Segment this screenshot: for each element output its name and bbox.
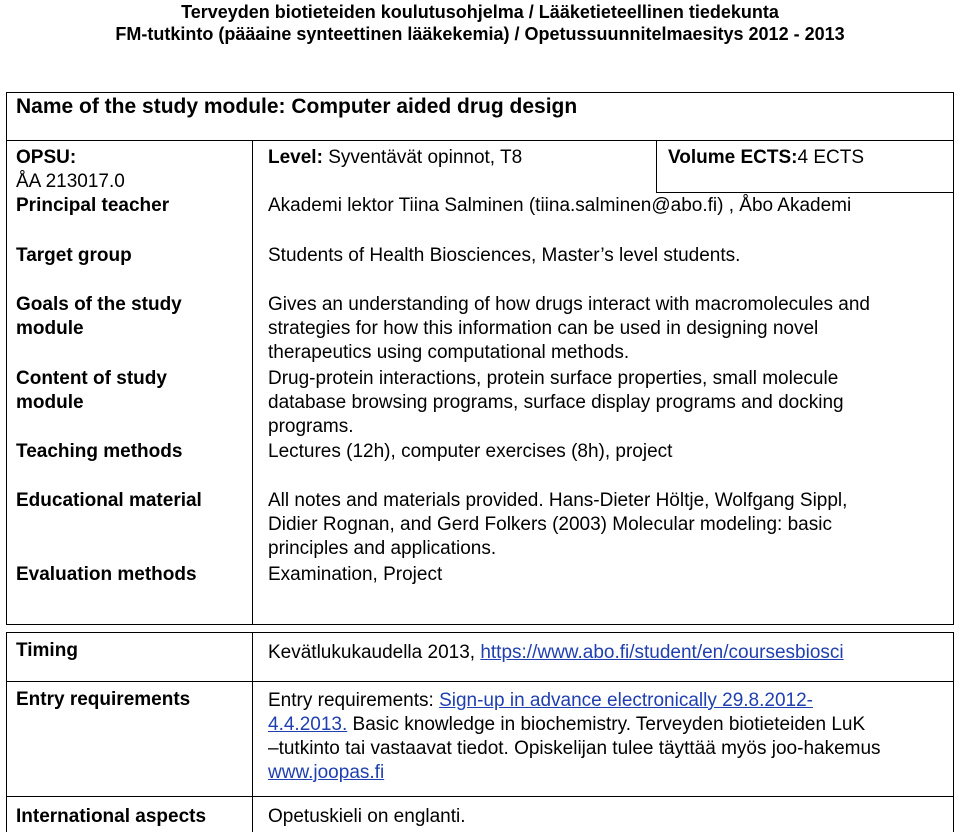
entry-label: Entry requirements [16, 689, 191, 710]
material-line: principles and applications. [268, 538, 497, 559]
goals-line: therapeutics using computational methods. [268, 342, 630, 363]
teaching-value: Lectures (12h), computer exercises (8h), project [268, 441, 673, 462]
material-line: Didier Rognan, and Gerd Folkers (2003) Molecular modeling: basic [268, 514, 832, 535]
divider [6, 140, 954, 141]
goals-label-2: module [16, 318, 84, 339]
goals-line: Gives an understanding of how drugs interact with macromolecules and [268, 294, 870, 315]
international-value: Opetuskieli on englanti. [268, 806, 466, 827]
divider [656, 192, 954, 193]
volume-value: 4 ECTS [797, 147, 865, 168]
goals-line: strategies for how this information can be used in designing novel [268, 318, 819, 339]
content-line: programs. [268, 416, 354, 437]
entry-line [268, 713, 865, 737]
principal-value: Akademi lektor Tiina Salminen (tiina.salminen@abo.fi) , Åbo Akademi [268, 195, 852, 216]
content-label: Content of study [16, 368, 167, 389]
divider [252, 632, 253, 832]
signup-link[interactable]: Sign-up in advance electronically 29.8.2012- [439, 690, 813, 711]
principal-label: Principal teacher [16, 195, 170, 216]
content-label-2: module [16, 392, 84, 413]
level-value: Syventävät opinnot, T8 [322, 147, 523, 168]
level-label: Level: [268, 147, 323, 168]
header-line-2: FM-tutkinto (pääaine synteettinen lääkekemia) / Opetussuunnitelmaesitys 2012 - 2013 [115, 24, 845, 44]
level-field [268, 146, 522, 170]
entry-prefix: Entry requirements: [268, 690, 440, 711]
divider [656, 140, 657, 192]
opsu-value: ÅA 213017.0 [16, 171, 125, 192]
opsu-label: OPSU: [16, 147, 77, 168]
courses-link[interactable]: https://www.abo.fi/student/en/coursesbiosci [480, 642, 844, 663]
joopas-link[interactable]: www.joopas.fi [268, 762, 385, 783]
volume-label: Volume ECTS: [668, 147, 798, 168]
goals-label: Goals of the study [16, 294, 182, 315]
entry-line [268, 761, 384, 785]
header-line-1: Terveyden biotieteiden koulutusohjelma / Lääketieteellinen tiedekunta [181, 2, 779, 22]
target-value: Students of Health Biosciences, Master’s level students. [268, 245, 741, 266]
divider [252, 140, 253, 625]
evaluation-value: Examination, Project [268, 564, 443, 585]
entry-line [268, 689, 813, 713]
timing-value [268, 641, 844, 665]
timing-text: Kevätlukukaudella 2013, [268, 642, 481, 663]
module-title: Name of the study module: Computer aided drug design [16, 95, 578, 118]
teaching-label: Teaching methods [16, 441, 183, 462]
material-line: All notes and materials provided. Hans-Dieter Höltje, Wolfgang Sippl, [268, 490, 848, 511]
international-label: International aspects [16, 806, 207, 827]
evaluation-label: Evaluation methods [16, 564, 197, 585]
target-label: Target group [16, 245, 132, 266]
timing-label: Timing [16, 640, 78, 661]
divider [6, 681, 954, 682]
content-line: database browsing programs, surface display programs and docking [268, 392, 844, 413]
volume-field [668, 146, 864, 170]
material-label: Educational material [16, 490, 202, 511]
divider [6, 796, 954, 797]
signup-link-cont[interactable]: 4.4.2013. [268, 714, 348, 735]
content-line: Drug-protein interactions, protein surface properties, small molecule [268, 368, 839, 389]
entry-rest-2: –tutkinto tai vastaavat tiedot. Opiskelijan tulee täyttää myös joo-hakemus [268, 738, 881, 759]
entry-rest: Basic knowledge in biochemistry. Terveyden biotieteiden LuK [347, 714, 866, 735]
